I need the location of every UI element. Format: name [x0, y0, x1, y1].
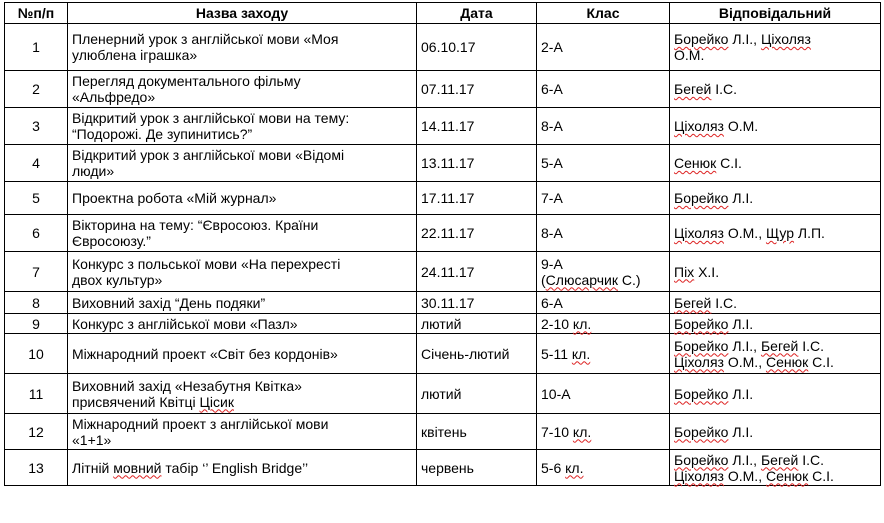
cell-name — [68, 215, 417, 252]
cell-num: 9 — [5, 314, 68, 334]
cell-responsible-line: Ціхоляз О.М. — [674, 118, 759, 134]
cell-responsible-line: Ціхоляз О.М., Сенюк С.І. — [674, 467, 834, 484]
table-row — [5, 414, 881, 450]
cell-responsible — [670, 414, 881, 450]
table-row — [5, 108, 881, 145]
cell-class — [537, 71, 670, 108]
cell-num: 12 — [5, 414, 68, 450]
cell-responsible — [670, 215, 881, 252]
cell-name-line: Вікторина на тему: “Євросоюз. Країни — [72, 217, 319, 233]
cell-responsible-line: Бегей І.С. — [674, 81, 738, 97]
cell-class-line: 8-А — [541, 118, 563, 134]
cell-date: 07.11.17 — [417, 71, 537, 108]
cell-name — [68, 71, 417, 108]
cell-class-line: 2-А — [541, 39, 563, 55]
header-name: Назва заходу — [68, 3, 417, 24]
cell-responsible — [670, 108, 881, 145]
header-num: №п/п — [5, 3, 68, 24]
events-table — [4, 2, 881, 486]
cell-name — [68, 314, 417, 334]
cell-name — [68, 414, 417, 450]
cell-class-line: 6-А — [541, 294, 563, 311]
cell-class — [537, 108, 670, 145]
cell-responsible-line: Борейко Л.І. — [674, 423, 754, 440]
cell-name-line: “Подорожі. Де зупинитись?” — [72, 126, 253, 142]
cell-name-line: улюблена іграшка» — [72, 47, 198, 63]
cell-responsible-line: Бегей І.С. — [674, 294, 738, 311]
cell-responsible — [670, 314, 881, 334]
cell-class-line: 8-А — [541, 225, 563, 241]
cell-date: 22.11.17 — [417, 215, 537, 252]
cell-name-line: Міжнародний проект з англійської мови — [72, 415, 329, 432]
cell-name-line: Проектна робота «Мій журнал» — [72, 190, 277, 206]
cell-class-line: (Слюсарчик С.) — [541, 271, 641, 288]
cell-name-line: Пленерний урок з англійської мови «Моя — [72, 31, 339, 47]
table-body — [5, 24, 881, 486]
cell-class — [537, 314, 670, 334]
cell-class-line: 2-10 кл. — [541, 315, 592, 332]
cell-responsible — [670, 71, 881, 108]
cell-date: лютий — [417, 314, 537, 334]
cell-name — [68, 374, 417, 414]
cell-responsible-line: Борейко Л.І., Ціхоляз — [674, 31, 811, 47]
cell-name-line: Конкурс з польської мови «На перехресті — [72, 255, 341, 272]
cell-responsible-line: Піх Х.І. — [674, 263, 720, 280]
cell-num: 3 — [5, 108, 68, 145]
cell-date: 06.10.17 — [417, 24, 537, 71]
cell-name-line: Виховний захід «Незабутня Квітка» — [72, 377, 302, 394]
cell-num: 10 — [5, 334, 68, 374]
table-row — [5, 215, 881, 252]
cell-responsible-line: Борейко Л.І., Бегей І.С. — [674, 451, 825, 468]
cell-num: 5 — [5, 182, 68, 215]
cell-name-line: люди» — [72, 163, 115, 179]
cell-name — [68, 334, 417, 374]
cell-responsible — [670, 145, 881, 182]
cell-date: червень — [417, 450, 537, 486]
cell-name-line: Євросоюзу.” — [72, 233, 151, 249]
cell-class — [537, 334, 670, 374]
header-responsible: Відповідальний — [670, 3, 881, 24]
cell-class — [537, 414, 670, 450]
table-row — [5, 374, 881, 414]
cell-name-line: двох культур» — [72, 271, 163, 288]
cell-name — [68, 182, 417, 215]
cell-num: 13 — [5, 450, 68, 486]
cell-responsible — [670, 450, 881, 486]
cell-class — [537, 292, 670, 314]
cell-num: 7 — [5, 252, 68, 292]
cell-name-line: Перегляд документального фільму — [72, 73, 301, 89]
cell-name-line: «1+1» — [72, 431, 112, 448]
cell-class — [537, 24, 670, 71]
cell-num: 2 — [5, 71, 68, 108]
cell-responsible — [670, 334, 881, 374]
cell-num: 11 — [5, 374, 68, 414]
cell-responsible-line: Борейко Л.І., Бегей І.С. — [674, 337, 825, 354]
cell-date: 13.11.17 — [417, 145, 537, 182]
table-row — [5, 334, 881, 374]
cell-responsible — [670, 252, 881, 292]
cell-class — [537, 215, 670, 252]
table-row — [5, 450, 881, 486]
cell-name-line: присвячений Квітці Цісик — [72, 393, 234, 410]
cell-num: 1 — [5, 24, 68, 71]
cell-name-line: Міжнародний проект «Світ без кордонів» — [72, 345, 338, 362]
cell-responsible-line: О.М. — [674, 47, 705, 63]
cell-responsible-line: Сенюк С.І. — [674, 155, 742, 171]
cell-num: 8 — [5, 292, 68, 314]
cell-date: квітень — [417, 414, 537, 450]
cell-name-line: Відкритий урок з англійської мови на тему: — [72, 110, 350, 126]
cell-class-line: 9-А — [541, 255, 563, 272]
table-row — [5, 145, 881, 182]
cell-responsible-line: Борейко Л.І. — [674, 190, 754, 206]
cell-responsible-line: Борейко Л.І. — [674, 385, 754, 402]
cell-class-line: 7-10 кл. — [541, 423, 592, 440]
table-row — [5, 292, 881, 314]
cell-responsible — [670, 24, 881, 71]
cell-responsible — [670, 292, 881, 314]
cell-responsible-line: Ціхоляз О.М., Сенюк С.І. — [674, 353, 834, 370]
cell-class-line: 5-А — [541, 155, 563, 171]
cell-class-line: 5-6 кл. — [541, 459, 584, 476]
cell-class-line: 7-А — [541, 190, 563, 206]
header-date: Дата — [417, 3, 537, 24]
table-row — [5, 252, 881, 292]
cell-class-line: 10-А — [541, 385, 571, 402]
cell-date: 14.11.17 — [417, 108, 537, 145]
cell-name — [68, 450, 417, 486]
table-row — [5, 24, 881, 71]
cell-name-line: Літній мовний табір ‘’ English Bridge’’ — [72, 459, 309, 476]
cell-name-line: Конкурс з англійської мови «Пазл» — [72, 315, 298, 332]
header-class: Клас — [537, 3, 670, 24]
cell-name-line: «Альфредо» — [72, 89, 156, 105]
cell-responsible — [670, 182, 881, 215]
cell-class — [537, 374, 670, 414]
cell-class-line: 6-А — [541, 81, 563, 97]
table-row — [5, 182, 881, 215]
table-row — [5, 314, 881, 334]
cell-date: лютий — [417, 374, 537, 414]
cell-class — [537, 450, 670, 486]
cell-class — [537, 182, 670, 215]
cell-name — [68, 145, 417, 182]
table-row — [5, 71, 881, 108]
cell-name — [68, 252, 417, 292]
cell-num: 4 — [5, 145, 68, 182]
cell-responsible — [670, 374, 881, 414]
cell-responsible-line: Борейко Л.І. — [674, 315, 754, 332]
cell-name-line: Виховний захід “День подяки” — [72, 294, 266, 311]
cell-class — [537, 252, 670, 292]
cell-name-line: Відкритий урок з англійської мови «Відомі — [72, 147, 345, 163]
cell-name — [68, 24, 417, 71]
cell-date: 17.11.17 — [417, 182, 537, 215]
cell-name — [68, 108, 417, 145]
cell-date: Січень-лютий — [417, 334, 537, 374]
cell-responsible-line: Ціхоляз О.М., Щур Л.П. — [674, 225, 825, 241]
cell-class-line: 5-11 кл. — [541, 345, 591, 362]
cell-num: 6 — [5, 215, 68, 252]
cell-date: 30.11.17 — [417, 292, 537, 314]
cell-class — [537, 145, 670, 182]
cell-name — [68, 292, 417, 314]
cell-date: 24.11.17 — [417, 252, 537, 292]
header-row — [5, 3, 881, 24]
